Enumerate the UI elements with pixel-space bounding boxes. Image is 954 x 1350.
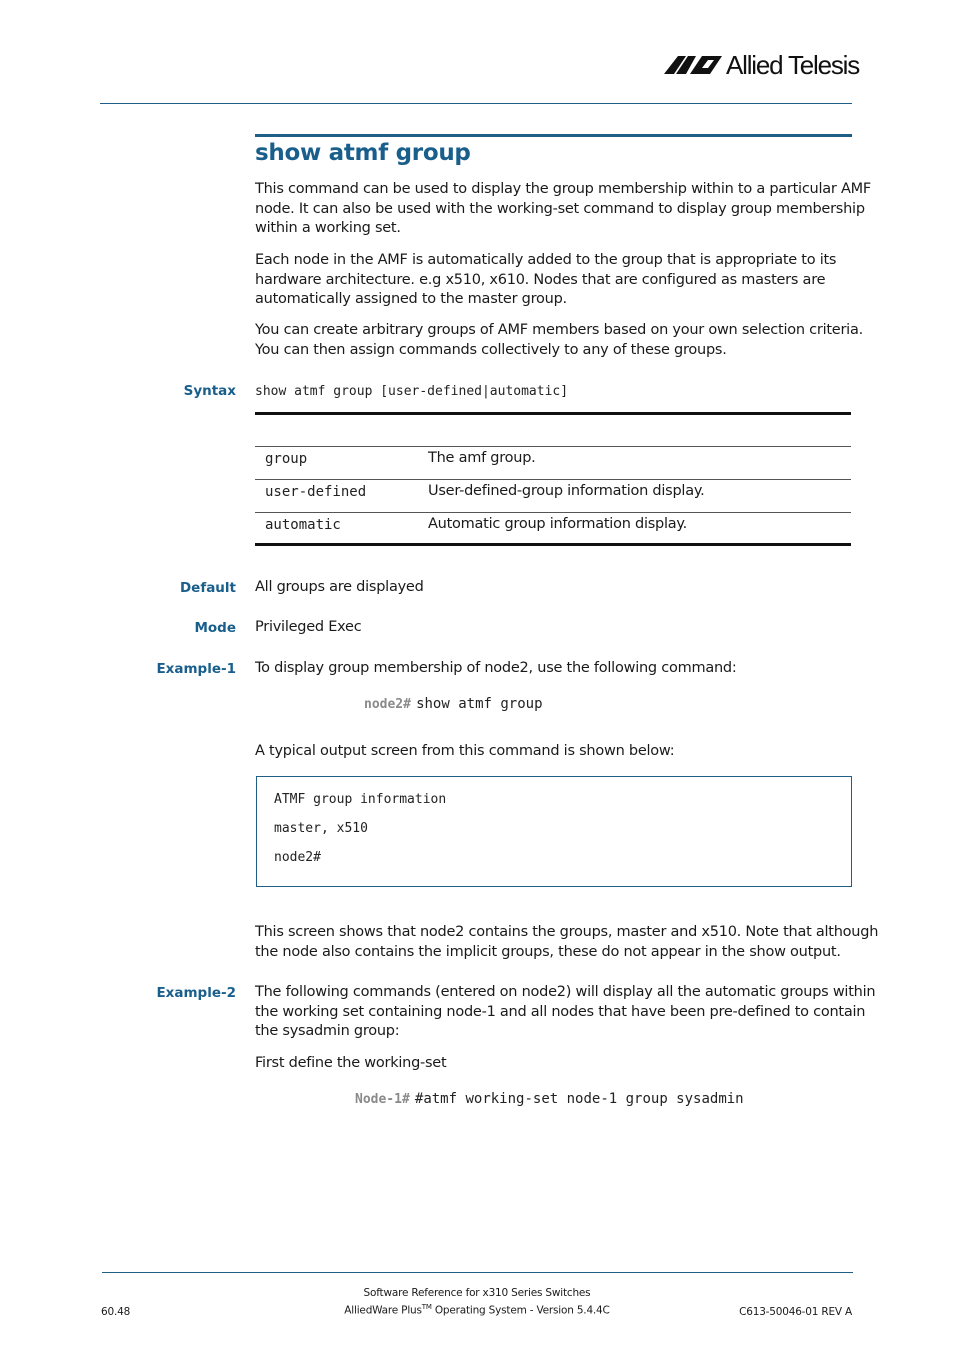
footer-doc-id: C613-50046-01 REV A (739, 1306, 852, 1318)
mode-label: Mode (194, 620, 236, 636)
mode-text: Privileged Exec (255, 619, 362, 635)
syntax-rule (255, 412, 851, 415)
text-line: Each node in the AMF is automatically added to the group that is appropriate to its (255, 252, 837, 268)
table-param-automatic: automatic (265, 517, 341, 533)
intro-paragraph-1 (255, 180, 872, 239)
table-desc-group: The amf group. (428, 450, 536, 466)
footer-rule (102, 1272, 853, 1273)
table-row-divider (255, 479, 851, 480)
example2-label: Example-2 (156, 985, 236, 1001)
example2-text (255, 983, 876, 1042)
table-param-user-defined: user-defined (265, 484, 367, 500)
output-line: ATMF group information (274, 792, 447, 807)
text-line: This command can be used to display the group membership within to a particular AMF (255, 181, 872, 197)
example1-command-line (364, 693, 543, 712)
text-line: The following commands (entered on node2) will display all the automatic groups within (255, 984, 876, 1000)
text-line: the working set containing node-1 and all nodes that have been pre-defined to contain (255, 1003, 866, 1020)
example1-prompt: node2# (364, 697, 411, 712)
example2-command: #atmf working-set node-1 group sysadmin (414, 1091, 744, 1107)
brand-name: Allied Telesis (726, 50, 860, 80)
example1-command: show atmf group (416, 696, 543, 712)
footer-page-number: 60.48 (101, 1306, 131, 1318)
allied-telesis-logo-mark-icon (662, 50, 726, 80)
syntax-command: show atmf group [user-defined|automatic] (255, 384, 569, 399)
example1-text: To display group membership of node2, use the following command: (255, 660, 737, 676)
footer-trademark: TM (421, 1303, 432, 1311)
example1-output-intro: A typical output screen from this command is shown below: (255, 743, 675, 759)
output-line: master, x510 (274, 821, 368, 836)
default-label: Default (179, 580, 236, 596)
text-line: You can create arbitrary groups of AMF members based on your own selection criteria. (255, 322, 863, 338)
text-line: This screen shows that node2 contains the groups, master and x510. Note that although (255, 924, 879, 940)
footer-title: Software Reference for x310 Series Switches (363, 1287, 591, 1299)
text-line: automatically assigned to the master group. (255, 291, 567, 307)
table-param-group: group (265, 451, 308, 467)
footer-version: Operating System - Version 5.4.4C (431, 1304, 610, 1317)
table-desc-user-defined: User-defined-group information display. (428, 483, 705, 499)
intro-paragraph-3 (255, 321, 863, 360)
text-line: You can then assign commands collectively to any of these groups. (255, 341, 727, 358)
header-rule (100, 103, 852, 104)
example2-prompt: Node-1# (355, 1092, 410, 1107)
example2-step1: First define the working-set (255, 1055, 447, 1071)
text-line: within a working set. (255, 220, 401, 236)
syntax-label: Syntax (183, 383, 236, 399)
table-top-rule (255, 446, 851, 447)
text-line: the sysadmin group: (255, 1023, 400, 1039)
table-desc-automatic: Automatic group information display. (428, 516, 688, 532)
default-text: All groups are displayed (255, 579, 424, 595)
text-line: the node also contains the implicit groups, these do not appear in the show output. (255, 943, 841, 960)
output-line: node2# (274, 850, 321, 865)
title-rule (255, 134, 852, 137)
example1-label: Example-1 (156, 661, 236, 677)
allied-telesis-logo (662, 50, 860, 80)
table-row-divider (255, 512, 851, 513)
footer-product-name: AlliedWare Plus (344, 1304, 422, 1317)
example2-command-line (355, 1088, 744, 1107)
page-title: show atmf group (255, 140, 471, 166)
example1-explanation (255, 923, 879, 962)
intro-paragraph-2 (255, 251, 855, 310)
table-bottom-rule (255, 543, 851, 546)
text-line: node. It can also be used with the working-set command to display group membership (255, 200, 865, 217)
text-line: hardware architecture. e.g x510, x610. Nodes that are configured as masters are (255, 271, 826, 288)
